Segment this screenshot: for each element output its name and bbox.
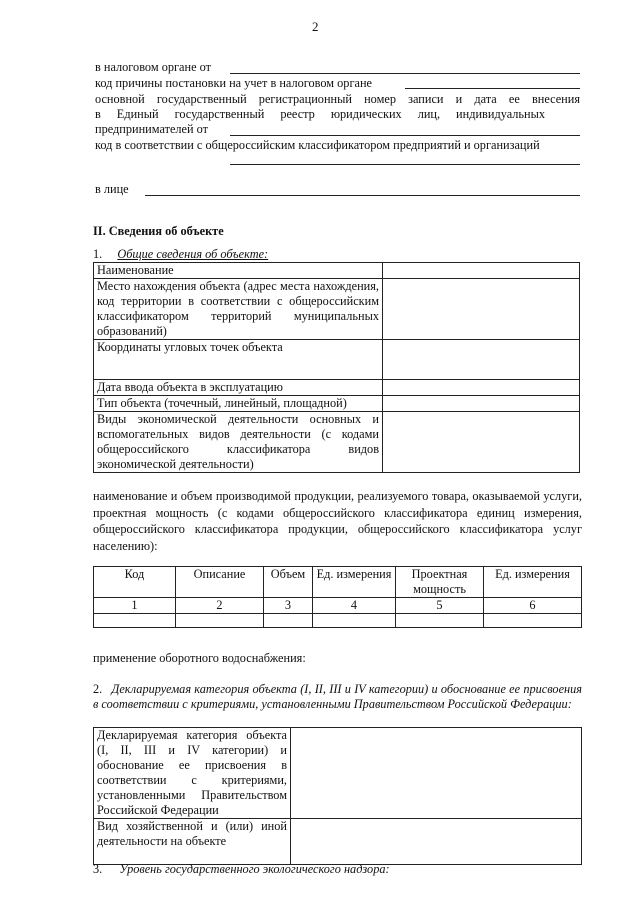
ogrn-label-line2: в Единый государственный реестр юридических лиц, индивидуальных: [95, 107, 545, 121]
page-number: 2: [312, 19, 319, 34]
products-paragraph: наименование и объем производимой продукции, реализуемого товара, оказываемой услуги, проектная мощность (с кодами общероссийского классификатора единиц измерения, общероссийского классификатора продукции, общероссийского классификатора услуг населению):: [93, 489, 582, 553]
item1-heading: [93, 247, 268, 262]
row-value[interactable]: [383, 396, 580, 412]
item1-title: Общие сведения об объекте:: [117, 247, 269, 261]
kpp-field[interactable]: [405, 88, 580, 89]
row-value[interactable]: [383, 412, 580, 473]
header-unit: Ед. измерения: [313, 567, 396, 598]
cell[interactable]: [264, 614, 313, 628]
row-value[interactable]: [383, 340, 580, 380]
col-number: 3: [264, 598, 313, 614]
cell[interactable]: [94, 614, 176, 628]
kpp-label: код причины постановки на учет в налоговом органе: [95, 76, 372, 90]
cell[interactable]: [313, 614, 396, 628]
row-label-text: Виды экономической деятельности основных и вспомогательных видов деятельности (с кодами общероссийского классификатора видов экономической деятельности): [97, 412, 379, 471]
okpo-label: код в соответствии с общероссийским классификатором предприятий и организаций: [95, 138, 540, 152]
row-label: Наименование: [94, 263, 383, 279]
represented-by-label: в лице: [95, 182, 129, 196]
ogrn-label-line3: предпринимателей от: [95, 122, 209, 136]
okpo-field[interactable]: [230, 164, 580, 165]
table-row: [94, 728, 582, 819]
table-row: [94, 340, 580, 380]
row-label: Тип объекта (точечный, линейный, площадной): [94, 396, 383, 412]
row-value[interactable]: [291, 728, 582, 819]
row-label: [94, 819, 291, 865]
row-label: [94, 728, 291, 819]
col-number: 5: [396, 598, 484, 614]
table-row: [94, 396, 580, 412]
table-number-row: [94, 598, 582, 614]
row-label-text: Декларируемая категория объекта (I, II, III и IV категории) и обоснование ее присвоения в соответствии с критериями, установленными Правительством Российской Федерации: [97, 728, 287, 817]
item3-heading: [93, 862, 390, 877]
row-value[interactable]: [383, 279, 580, 340]
water-supply-label: применение оборотного водоснабжения:: [93, 651, 306, 665]
col-number: 6: [484, 598, 582, 614]
table-row: [94, 279, 580, 340]
table-header-row: [94, 567, 582, 598]
item3-title: Уровень государственного экологического надзора:: [119, 862, 390, 876]
tax-authority-label: в налоговом органе от: [95, 60, 211, 74]
row-label: [94, 412, 383, 473]
header-capacity-unit: Ед. измерения: [484, 567, 582, 598]
item2-number: 2.: [93, 682, 103, 696]
col-number: 4: [313, 598, 396, 614]
col-number: 2: [176, 598, 264, 614]
general-info-table: [93, 262, 580, 473]
row-value[interactable]: [291, 819, 582, 865]
col-number: 1: [94, 598, 176, 614]
header-description: Описание: [176, 567, 264, 598]
products-table: [93, 566, 582, 628]
item1-number: 1.: [93, 247, 103, 261]
row-label-text: Место нахождения объекта (адрес места нахождения, код территории в соответствии с общероссийским классификатором территорий муниципальных образований): [97, 279, 379, 338]
cell[interactable]: [484, 614, 582, 628]
row-label: Координаты угловых точек объекта: [94, 340, 383, 380]
tax-authority-field[interactable]: [230, 73, 580, 74]
category-table: [93, 727, 582, 865]
row-label: Дата ввода объекта в эксплуатацию: [94, 380, 383, 396]
item2-title: Декларируемая категория объекта (I, II, III и IV категории) и обоснование ее присвоения в соответствии с критериями, установленными Правительством Российской Федерации:: [93, 682, 582, 711]
row-label: [94, 279, 383, 340]
item2-heading: [93, 682, 582, 712]
row-value[interactable]: [383, 263, 580, 279]
row-label-text: Вид хозяйственной и (или) иной деятельности на объекте: [97, 819, 287, 848]
header-design-capacity: Проектная мощность: [396, 567, 484, 598]
table-row: [94, 412, 580, 473]
ogrn-field[interactable]: [230, 135, 580, 136]
item3-number: 3.: [93, 862, 103, 876]
row-value[interactable]: [383, 380, 580, 396]
header-volume: Объем: [264, 567, 313, 598]
table-row: [94, 263, 580, 279]
table-row: [94, 819, 582, 865]
cell[interactable]: [176, 614, 264, 628]
ogrn-label-line1: основной государственный регистрационный номер записи и дата ее внесения: [95, 92, 580, 106]
represented-by-field[interactable]: [145, 195, 580, 196]
cell[interactable]: [396, 614, 484, 628]
table-row: [94, 380, 580, 396]
section-heading: II. Сведения об объекте: [93, 224, 224, 238]
header-code: Код: [94, 567, 176, 598]
table-row: [94, 614, 582, 628]
